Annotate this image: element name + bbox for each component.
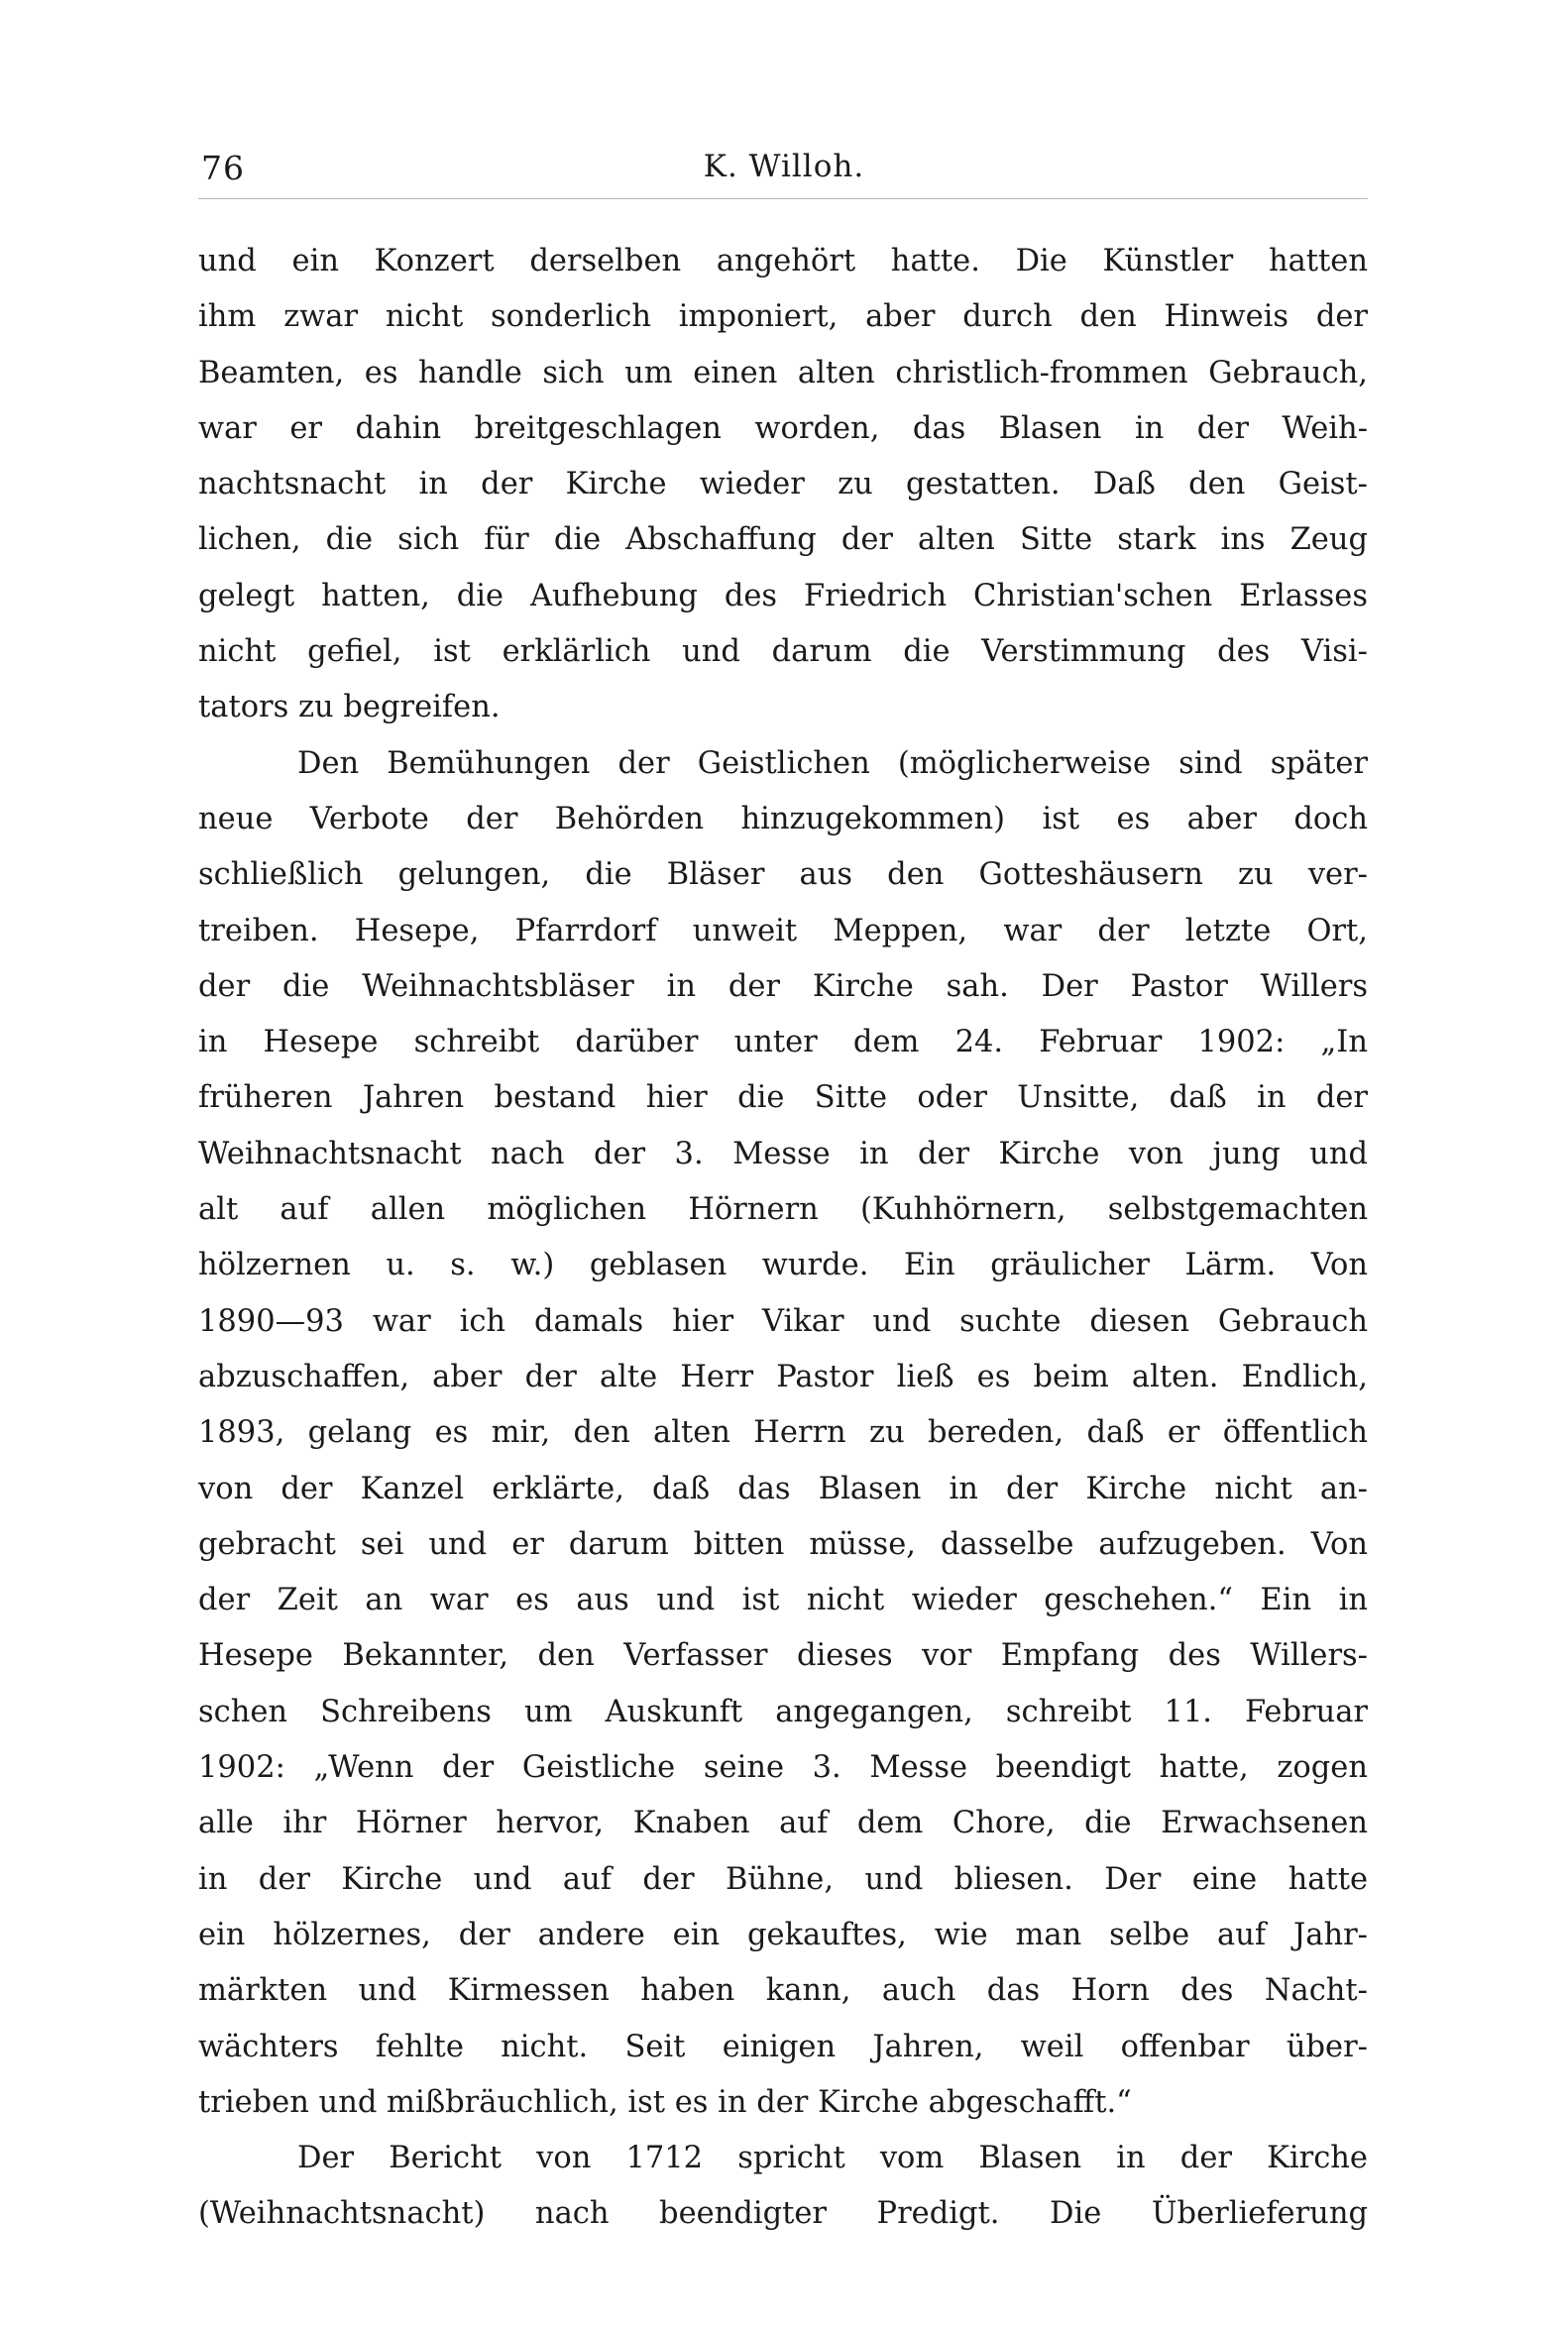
paragraph-start-line: Den Bemühungen der Geistlichen (möglicherweise sind später [297, 745, 1368, 781]
text-line: schen Schreibens um Auskunft angegangen, schreibt 11. Februar [198, 1694, 1368, 1729]
text-line: abzuschaffen, aber der alte Herr Pastor ließ es beim alten. Endlich, [198, 1359, 1368, 1394]
text-line: alle ihr Hörner hervor, Knaben auf dem Chore, die Erwachsenen [198, 1806, 1368, 1841]
text-line: treiben. Hesepe, Pfarrdorf unweit Meppen, war der letzte Ort, [198, 913, 1368, 948]
text-line: gelegt hatten, die Aufhebung des Friedrich Christian'schen Erlasses [198, 578, 1368, 613]
text-line: (Weihnachtsnacht) nach beendigter Predigt. Die Überlieferung [198, 2196, 1368, 2232]
text-line: war er dahin breitgeschlagen worden, das Blasen in der Weih- [198, 410, 1368, 446]
text-line: schließlich gelungen, die Bläser aus den Gotteshäusern zu ver- [198, 857, 1368, 893]
paragraph-start-line: Der Bericht von 1712 spricht vom Blasen in der Kirche [297, 2141, 1368, 2176]
text-line: nicht gefiel, ist erklärlich und darum die Verstimmung des Visi- [198, 634, 1368, 670]
text-line: der Zeit an war es aus und ist nicht wieder geschehen.“ Ein in [198, 1583, 1368, 1618]
running-head [201, 139, 1367, 198]
text-line: und ein Konzert derselben angehört hatte. Die Künstler hatten [198, 244, 1368, 278]
text-line: Hesepe Bekannter, den Verfasser dieses vor Empfang des Willers- [198, 1638, 1368, 1674]
text-line: in der Kirche und auf der Bühne, und bliesen. Der eine hatte [198, 1861, 1368, 1897]
text-line: trieben und mißbräuchlich, ist es in der Kirche abgeschafft.“ [198, 2084, 1132, 2120]
text-line: märkten und Kirmessen haben kann, auch das Horn des Nacht- [198, 1973, 1368, 2009]
text-line: 1890—93 war ich damals hier Vikar und suchte diesen Gebrauch [198, 1303, 1368, 1339]
text-line: in Hesepe schreibt darüber unter dem 24. Februar 1902: „In [198, 1025, 1368, 1060]
text-line: tators zu begreifen. [198, 690, 501, 725]
body-text [198, 234, 1368, 2243]
text-line: neue Verbote der Behörden hinzugekommen) ist es aber doch [198, 801, 1368, 836]
text-line: von der Kanzel erklärte, daß das Blasen in der Kirche nicht an- [198, 1471, 1368, 1506]
text-line: ihm zwar nicht sonderlich imponiert, aber durch den Hinweis der [198, 299, 1368, 335]
text-line: früheren Jahren bestand hier die Sitte oder Unsitte, daß in der [198, 1080, 1368, 1116]
text-line: ein hölzernes, der andere ein gekauftes, wie man selbe auf Jahr- [198, 1917, 1368, 1952]
text-line: gebracht sei und er darum bitten müsse, dasselbe aufzugeben. Von [198, 1526, 1368, 1562]
text-line: lichen, die sich für die Abschaffung der alten Sitte stark ins Zeug [198, 522, 1368, 558]
running-head-title: K. Willoh. [703, 149, 865, 184]
text-line: alt auf allen möglichen Hörnern (Kuhhörnern, selbstgemachten [198, 1192, 1368, 1228]
text-line: der die Weihnachtsbläser in der Kirche sah. Der Pastor Willers [198, 968, 1368, 1004]
text-line: nachtsnacht in der Kirche wieder zu gestatten. Daß den Geist- [198, 467, 1368, 502]
header-rule [198, 198, 1368, 199]
text-line: Beamten, es handle sich um einen alten christlich-frommen Gebrauch, [198, 355, 1368, 390]
page-number: 76 [201, 149, 245, 187]
text-line: wächters fehlte nicht. Seit einigen Jahren, weil offenbar über- [198, 2029, 1368, 2064]
text-line: 1902: „Wenn der Geistliche seine 3. Messe beendigt hatte, zogen [198, 1750, 1368, 1786]
text-line: 1893, gelang es mir, den alten Herrn zu bereden, daß er öffentlich [198, 1415, 1368, 1451]
text-line: hölzernen u. s. w.) geblasen wurde. Ein gräulicher Lärm. Von [198, 1248, 1368, 1283]
text-line: Weihnachtsnacht nach der 3. Messe in der Kirche von jung und [198, 1136, 1368, 1171]
